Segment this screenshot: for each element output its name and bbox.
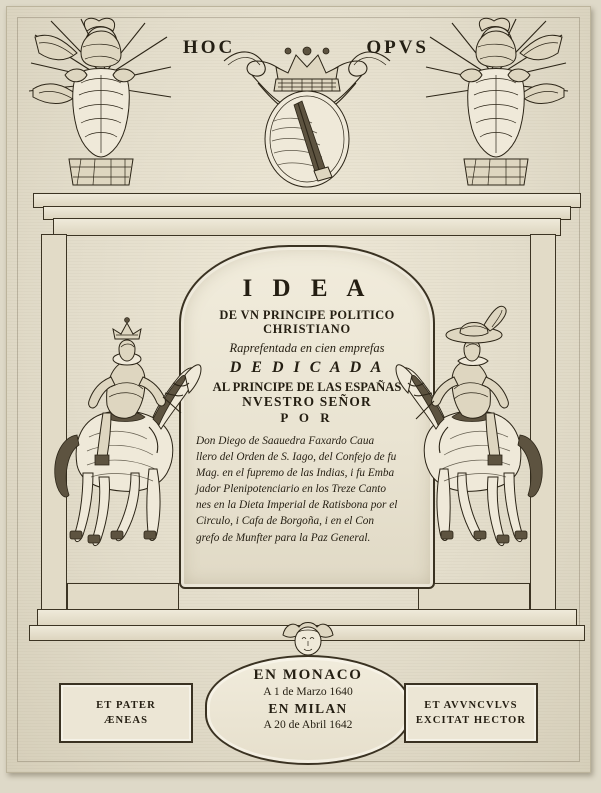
imprint-city-2: EN MILAN [268,701,348,716]
author-statement-line: llero del Orden de S. Iago, del Confejo de fu [196,451,397,464]
author-statement [192,433,422,545]
banner-motto [167,25,437,85]
imprint-cartouche [205,655,411,765]
author-statement-line: nes en la Dieta Imperial de Ratisbona por el [196,499,398,512]
paper-sheet [6,6,591,773]
banner-word-left: HOC [183,37,236,58]
subtitle-line-3: Raprefentada en cien emprefas [229,340,385,355]
armour-trophy-right [422,17,572,202]
motto-panel-left-line-1: ET PATER [96,699,156,711]
motto-panel-right-line-1: ET AVVNCVLVS [424,699,518,711]
imprint-city-1: EN MONACO [253,667,363,683]
page-title: I D E A [242,275,372,302]
author-statement-line: grefo de Munfter para la Paz General. [196,531,371,544]
motto-panel-right-line-2: EXCITAT HECTOR [415,715,527,726]
motto-panel-left [59,683,193,743]
subtitle-line-2: CHRISTIANO [263,321,351,336]
banner-word-right: OPVS [366,37,429,58]
entablature-lower [53,218,561,236]
dedication-heading: D E D I C A D A [229,358,385,376]
author-statement-line: Mag. en el fupremo de las Indias, i fu Emba [196,467,395,480]
equestrian-figure-left [49,277,199,589]
equestrian-figure-right [398,277,548,589]
motto-panel-right [404,683,538,743]
subtitle-line-1: DE VN PRINCIPE POLITICO [219,308,395,322]
author-statement-line: Don Diego de Saauedra Faxardo Caua [196,435,375,448]
by-heading: P O R [280,409,334,425]
dedicatee-line-2: NVESTRO SEÑOR [242,393,372,409]
title-cartouche [179,245,435,589]
title-text-block [192,259,422,577]
motto-panel-left-line-2: ÆNEAS [103,715,149,726]
dedicatee-line-1: AL PRINCIPE DE LAS ESPAÑAS [212,379,402,394]
imprint-date-1: A 1 de Marzo 1640 [263,685,353,698]
author-statement-line: jador Plenipotenciario en los Treze Canto [196,483,387,496]
imprint-date-2: A 20 de Abril 1642 [263,718,353,731]
armour-trophy-left [25,17,175,202]
author-statement-line: Circulo, i Cafa de Borgoña, i en el Con [196,515,375,528]
